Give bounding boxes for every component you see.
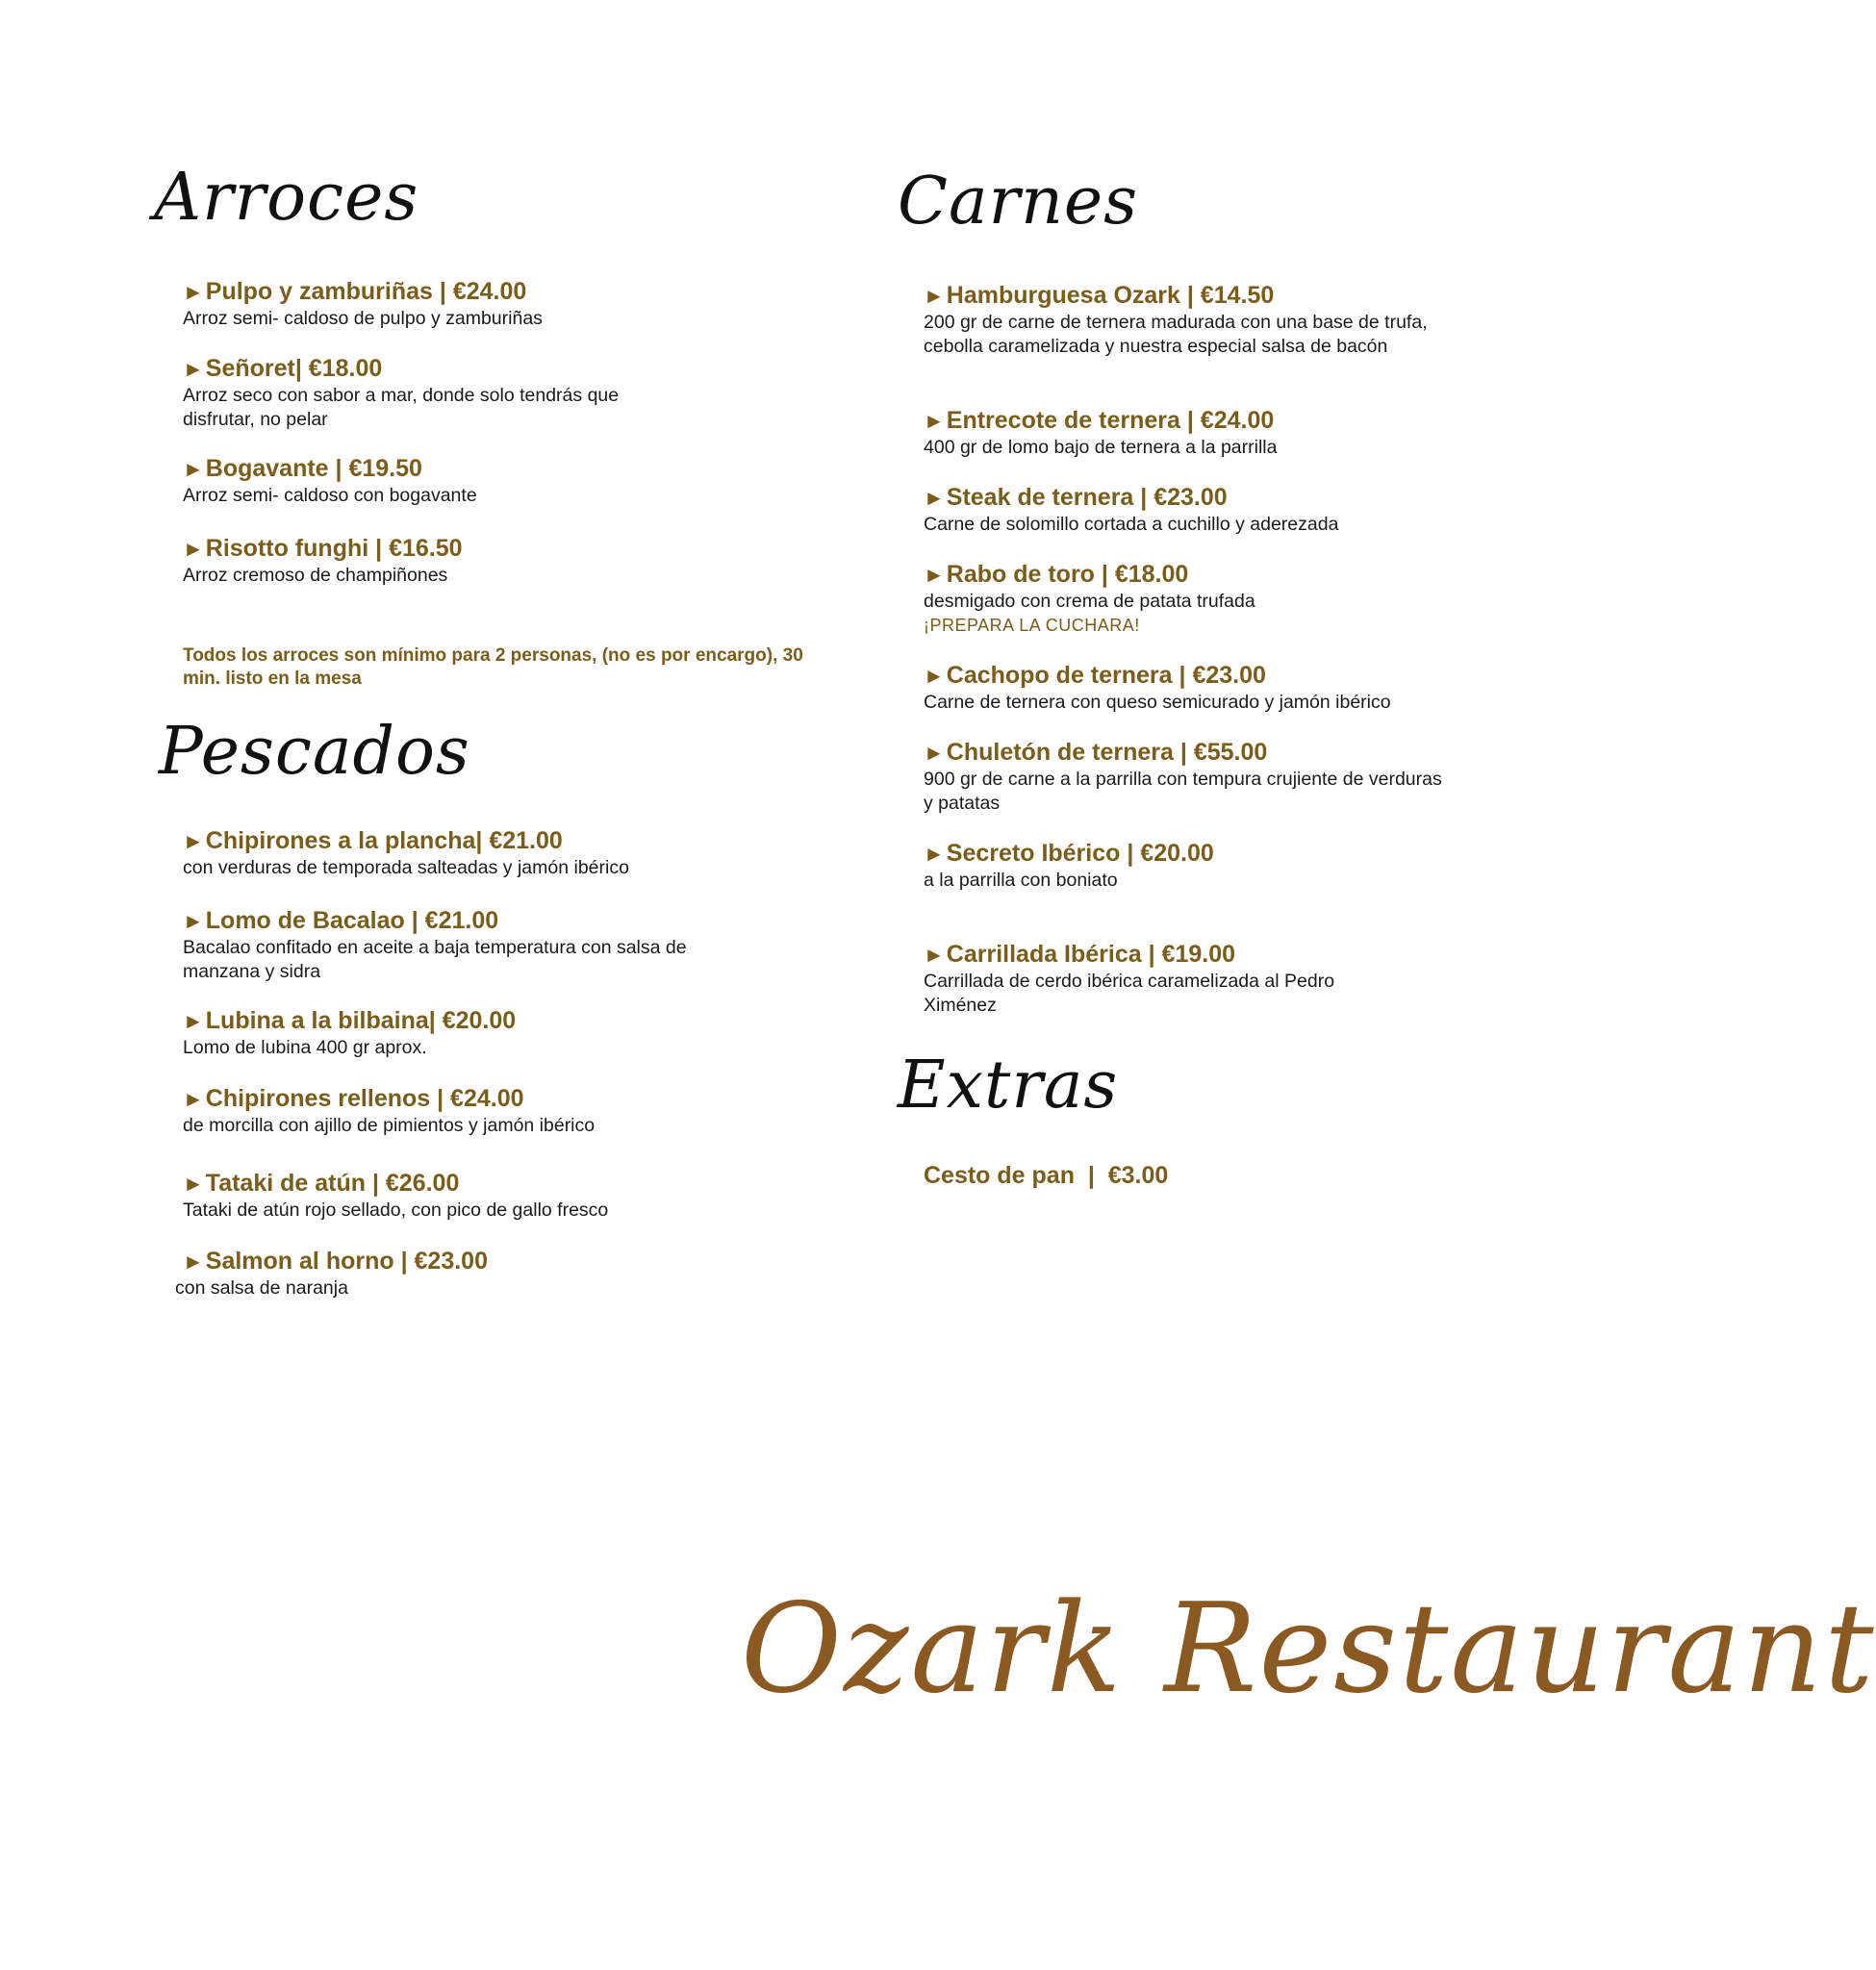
menu-item [924, 406, 1539, 460]
item-name: Steak de ternera | €23.00 [946, 484, 1228, 511]
arrow-icon: ► [183, 1087, 204, 1111]
item-name: Tataki de atún | €26.00 [205, 1170, 460, 1197]
section-title-extras: Extras [898, 1048, 1119, 1124]
item-description: Carne de solomillo cortada a cuchillo y aderezada [924, 514, 1339, 535]
item-name: Cesto de pan | €3.00 [924, 1162, 1169, 1189]
item-description: Arroz semi- caldoso de pulpo y zamburiñas [183, 308, 543, 329]
item-name: Chuletón de ternera | €55.00 [946, 739, 1268, 766]
item-name: Chipirones a la plancha| €21.00 [205, 827, 563, 854]
item-description: Carrillada de cerdo ibérica caramelizada al Pedro Ximénez [924, 971, 1335, 1016]
item-name: Chipirones rellenos | €24.00 [205, 1085, 524, 1112]
item-description: Arroz cremoso de champiñones [183, 565, 448, 586]
menu-item [924, 839, 1539, 893]
section-title-carnes: Carnes [898, 164, 1139, 240]
item-name: Entrecote de ternera | €24.00 [946, 407, 1275, 434]
menu-item [183, 826, 799, 880]
item-name: Pulpo y zamburiñas | €24.00 [205, 278, 527, 305]
arrow-icon: ► [924, 943, 945, 967]
menu-item [183, 534, 799, 588]
item-name: Salmon al horno | €23.00 [205, 1248, 488, 1275]
arrow-icon: ► [183, 357, 204, 381]
arrow-icon: ► [924, 741, 945, 765]
section-title-arroces: Arroces [154, 160, 419, 236]
item-name: Lubina a la bilbaina| €20.00 [205, 1007, 517, 1034]
item-description: 900 gr de carne a la parrilla con tempura crujiente de verduras y patatas [924, 769, 1442, 814]
menu-item [183, 454, 799, 508]
arrow-icon: ► [924, 664, 945, 688]
item-description: con verduras de temporada salteadas y jamón ibérico [183, 857, 629, 878]
arrow-icon: ► [183, 457, 204, 481]
menu-item [183, 1006, 799, 1060]
menu-item [183, 1084, 799, 1138]
arroces-note: Todos los arroces son mínimo para 2 personas, (no es por encargo), 30 min. listo en la mesa [183, 645, 803, 689]
menu-item [175, 1247, 799, 1301]
item-name: Hamburguesa Ozark | €14.50 [946, 282, 1275, 309]
item-description: con salsa de naranja [175, 1277, 348, 1299]
arrow-icon: ► [183, 537, 204, 561]
item-description: 400 gr de lomo bajo de ternera a la parrilla [924, 437, 1278, 458]
arrow-icon: ► [183, 909, 204, 933]
arrow-icon: ► [924, 486, 945, 510]
arrow-icon: ► [183, 1250, 204, 1274]
arrow-icon: ► [924, 409, 945, 433]
item-description: de morcilla con ajillo de pimientos y jamón ibérico [183, 1115, 596, 1136]
menu-item [924, 560, 1539, 637]
item-name: Cachopo de ternera | €23.00 [946, 662, 1266, 689]
item-name: Carrillada Ibérica | €19.00 [946, 941, 1236, 968]
item-name: Bogavante | €19.50 [205, 455, 422, 482]
item-description: Bacalao confitado en aceite a baja temperatura con salsa de manzana y sidra [183, 937, 687, 982]
item-description: Carne de ternera con queso semicurado y jamón ibérico [924, 692, 1391, 713]
arrow-icon: ► [183, 1009, 204, 1033]
menu-item [924, 940, 1539, 1018]
menu-item [924, 661, 1539, 715]
menu-item [183, 1169, 799, 1223]
arrow-icon: ► [183, 1172, 204, 1196]
menu-item [924, 483, 1539, 537]
item-name: Señoret| €18.00 [205, 355, 383, 382]
item-description: Arroz seco con sabor a mar, donde solo tendrás que disfrutar, no pelar [183, 385, 620, 430]
arrow-icon: ► [924, 842, 945, 866]
menu-item [924, 281, 1539, 359]
arrow-icon: ► [183, 829, 204, 853]
arrow-icon: ► [924, 563, 945, 587]
item-description: a la parrilla con boniato [924, 870, 1118, 891]
item-description: 200 gr de carne de ternera madurada con una base de trufa, cebolla caramelizada y nuestra especial salsa de bacón [924, 312, 1428, 357]
item-note: ¡PREPARA LA CUCHARA! [924, 616, 1140, 635]
item-name: Secreto Ibérico | €20.00 [946, 840, 1214, 867]
menu-item [924, 738, 1539, 816]
menu-item [183, 277, 799, 331]
item-description: Arroz semi- caldoso con bogavante [183, 485, 477, 506]
item-description: Lomo de lubina 400 gr aprox. [183, 1037, 427, 1058]
item-name: Lomo de Bacalao | €21.00 [205, 907, 499, 934]
item-description: desmigado con crema de patata trufada [924, 591, 1255, 612]
menu-item [924, 1161, 1539, 1190]
section-title-pescados: Pescados [159, 714, 470, 790]
menu-item [183, 906, 799, 984]
menu-item [183, 354, 799, 432]
item-name: Risotto funghi | €16.50 [205, 535, 463, 562]
item-description: Tataki de atún rojo sellado, con pico de gallo fresco [183, 1200, 609, 1221]
arrow-icon: ► [924, 284, 945, 308]
restaurant-brand: Ozark Restaurant [741, 1578, 1876, 1721]
item-name: Rabo de toro | €18.00 [946, 561, 1189, 588]
arrow-icon: ► [183, 280, 204, 304]
